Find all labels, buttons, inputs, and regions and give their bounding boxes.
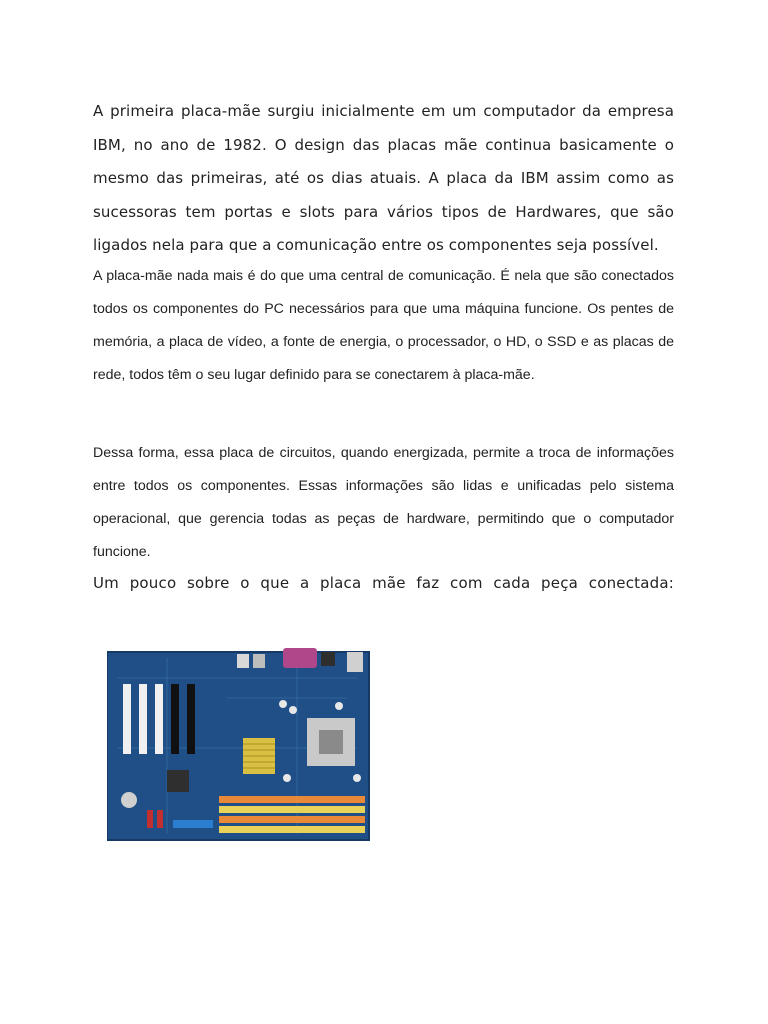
paragraph-circuit-board: Dessa forma, essa placa de circuitos, quando energizada, permite a troca de informações entre todos os componentes. Essas informações são lidas e unificadas pelo sistema operacional, que gerencia todas as peças de hardware, permitindo que o computador funcione.: [93, 445, 674, 560]
motherboard-image: [107, 638, 375, 842]
paragraph-history: A primeira placa-mãe surgiu inicialmente em um computador da empresa IBM, no ano de 1982. O design das placas mãe continua basicamente o mesmo das primeiras, até os dias atuais. A placa da IBM assim como as sucessoras tem portas e slots para vários tipos de Hardwares, que são ligados nela para que a comunicação entre os componentes seja possível.: [93, 102, 674, 254]
paragraph-intro-components: Um pouco sobre o que a placa mãe faz com cada peça conectada:: [93, 574, 674, 592]
motherboard-photo-icon: [107, 638, 375, 842]
paragraph-central-communication: A placa-mãe nada mais é do que uma central de comunicação. É nela que são conectados todos os componentes do PC necessários para que uma máquina funcione. Os pentes de memória, a placa de vídeo, a fonte de energia, o processador, o HD, o SSD e as placas de rede, todos têm o seu lugar definido para se conectarem à placa-mãe.: [93, 268, 674, 383]
